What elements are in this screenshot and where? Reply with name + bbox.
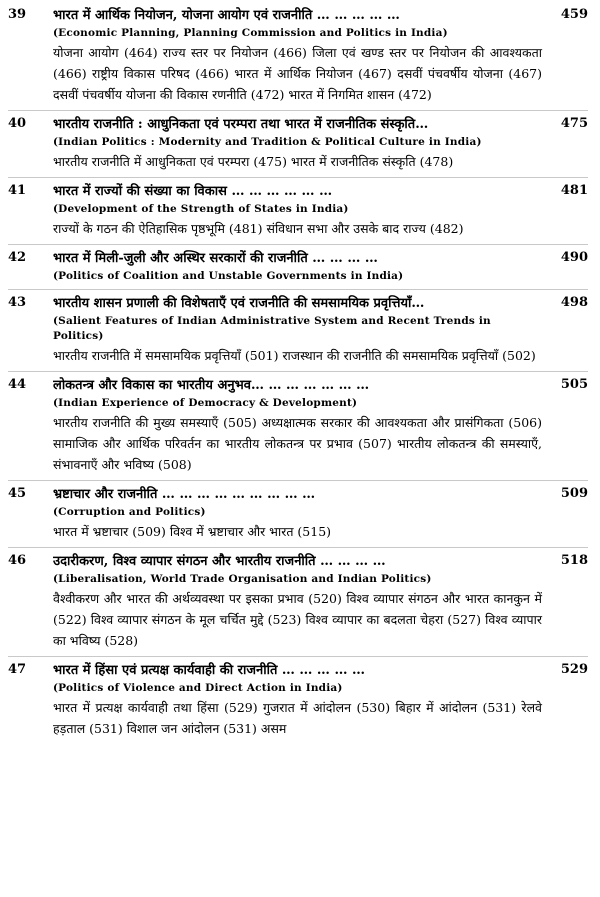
toc-entry [8,485,588,548]
chapter-topics: वैश्वीकरण और भारत की अर्थव्यवस्था पर इसका प्रभाव (520) विश्व व्यापार संगठन और भारत कानकुन में (522) विश्व व्यापार संगठन के मूल चर्चित मुद्दे (523) विश्व व्यापार का बदलता चेहरा (527) विश्व व्यापार का भविष्य (528) [53,591,542,648]
chapter-topics: योजना आयोग (464) राज्य स्तर पर नियोजन (466) जिला एवं खण्ड स्तर पर नियोजन की आवश्यकता (466) राष्ट्रीय विकास परिषद (466) भारत में आर्थिक नियोजन (467) दसवीं पंचवर्षीय योजना (467) दसवीं पंचवर्षीय योजना की विकास रणनीति (472) भारत में निगमित शासन (472) [53,45,542,102]
chapter-title-hindi: भारत में हिंसा एवं प्रत्यक्ष कार्यवाही की राजनीति … … … … … [53,663,365,678]
toc-entry [8,661,588,744]
toc-entry [8,552,588,657]
chapter-title-hindi: लोकतन्त्र और विकास का भारतीय अनुभव… … … … … … … [53,378,370,393]
chapter-title-hindi: भारत में मिली-जुली और अस्थिर सरकारों की राजनीति … … … … [53,251,378,266]
chapter-title-hindi: भारत में आर्थिक नियोजन, योजना आयोग एवं राजनीति … … … … … [53,8,400,23]
toc-entry [8,182,588,245]
toc-entry [8,376,588,481]
page-number: 498 [560,295,588,310]
chapter-number: 39 [8,7,27,22]
chapter-title-hindi: भारत में राज्यों की संख्या का विकास … … … … … … [53,184,333,199]
chapter-number: 41 [8,183,27,198]
toc-entry [8,294,588,372]
chapter-number: 47 [8,662,27,677]
chapter-topics: भारतीय राजनीति में समसामयिक प्रवृत्तियाँ (501) राजस्थान की राजनीति की समसामयिक प्रवृत्तियाँ (502) [53,348,536,363]
page-number: 481 [560,183,588,198]
chapter-number: 40 [8,116,27,131]
chapter-title-english: (Corruption and Politics) [53,506,206,518]
page-number: 490 [560,250,588,265]
chapter-title-english: (Politics of Violence and Direct Action in India) [53,682,343,694]
page-number: 459 [560,7,588,22]
chapter-title-hindi: भारतीय शासन प्रणाली की विशेषताएँ एवं राजनीति की समसामयिक प्रवृत्तियाँ… [53,296,425,311]
chapter-title-hindi: उदारीकरण, विश्व व्यापार संगठन और भारतीय राजनीति … … … … [53,554,386,569]
chapter-topics: भारतीय राजनीति की मुख्य समस्याएँ (505) अध्यक्षात्मक सरकार की आवश्यकता और प्रासंगिकता (506) सामाजिक और आर्थिक परिवर्तन का भारतीय लोकतन्त्र पर प्रभाव (507) भारतीय लोकतन्त्र की समस्याएँ, संभावनाएँ और भविष्य (508) [53,415,542,472]
page-number: 505 [560,377,588,392]
chapter-title-english: (Salient Features of Indian Administrative System and Recent Trends in Politics) [53,315,491,342]
page-number: 509 [560,486,588,501]
page-number: 475 [560,116,588,131]
chapter-topics: भारत में भ्रष्टाचार (509) विश्व में भ्रष्टाचार और भारत (515) [53,524,332,539]
chapter-title-hindi: भारतीय राजनीति : आधुनिकता एवं परम्परा तथा भारत में राजनीतिक संस्कृति… [53,117,429,132]
chapter-title-english: (Liberalisation, World Trade Organisation and Indian Politics) [53,573,432,585]
chapter-topics: भारत में प्रत्यक्ष कार्यवाही तथा हिंसा (529) गुजरात में आंदोलन (530) बिहार में आंदोलन (531) रेलवे हड़ताल (531) विशाल जन आंदोलन (531) असम [53,700,542,736]
chapter-title-english: (Economic Planning, Planning Commission and Politics in India) [53,27,448,39]
chapter-title-english: (Indian Experience of Democracy & Development) [53,397,358,409]
chapter-title-english: (Development of the Strength of States in India) [53,203,349,215]
chapter-topics: राज्यों के गठन की ऐतिहासिक पृष्ठभूमि (481) संविधान सभा और उसके बाद राज्य (482) [53,221,464,236]
page-number: 529 [560,662,588,677]
chapter-title-hindi: भ्रष्टाचार और राजनीति … … … … … … … … … [53,487,316,502]
chapter-title-english: (Politics of Coalition and Unstable Governments in India) [53,270,404,282]
chapter-number: 44 [8,377,27,392]
toc-entry [8,6,588,111]
toc-entry [8,249,588,290]
page-number: 518 [560,553,588,568]
chapter-number: 42 [8,250,27,265]
toc-entry [8,115,588,178]
chapter-number: 46 [8,553,27,568]
chapter-topics: भारतीय राजनीति में आधुनिकता एवं परम्परा (475) भारत में राजनीतिक संस्कृति (478) [53,154,454,169]
chapter-title-english: (Indian Politics : Modernity and Tradition & Political Culture in India) [53,136,482,148]
chapter-number: 45 [8,486,27,501]
chapter-number: 43 [8,295,27,310]
